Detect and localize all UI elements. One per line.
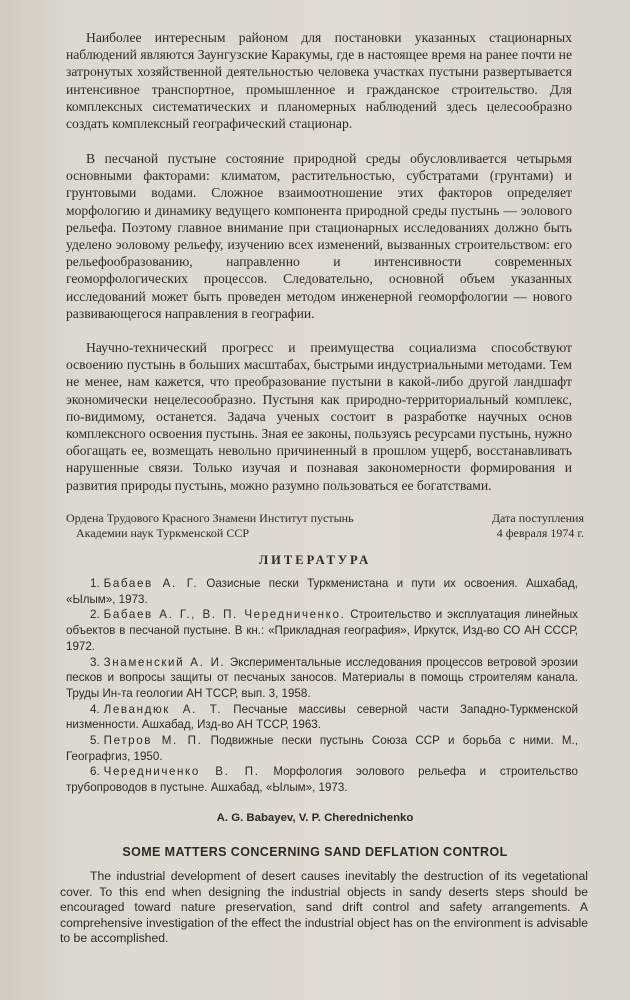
reference-number: 1. — [90, 577, 100, 590]
english-title: SOME MATTERS CONCERNING SAND DEFLATION CONTROL — [122, 845, 508, 859]
reference-text: Песчаные массивы северной части Западно-Туркменской низменности. Ашхабад, Изд-во АН ТССР, 1963. — [66, 702, 578, 732]
reference-number: 4. — [90, 702, 100, 716]
institution-line: Академии наук Туркменской ССР — [76, 525, 250, 540]
reference-author: Бабаев А. Г., В. П. Чередниченко. — [103, 608, 346, 622]
literature-heading: ЛИТЕРАТУРА — [258, 553, 372, 567]
english-authors: A. G. Babayev, V. P. Cherednichenko — [216, 812, 414, 824]
received-date — [444, 511, 584, 540]
reference-text: Экспериментальные исследования процессов ветровой эрозии песков и вопросы защиты от песчаных заносов. Материалы в помощь строителям канала. Труды Ин-та геологии АН ТССР, вып. 3, 1958. — [66, 655, 579, 700]
reference-list — [66, 576, 578, 796]
reference-author: Бабаев А. Г. — [103, 577, 199, 590]
institution-line: Ордена Трудового Красного Знамени Институт пустынь — [66, 511, 354, 525]
reference-item — [66, 576, 578, 607]
body-paragraph: Научно-технический прогресс и преимущества социализма способствуют освоению пустынь в больших масштабах, быстрыми индустриальными методами. Тем не менее, нам кажется, что преобразование пустыни в какой-либо другой ландшафт экономически нецелесообразно. Пустыня как природно-территориальный комплекс, по-видимому, останется. Задача ученых состоит в разработке научных основ комплексного освоения пустынь. Зная ее законы, пользуясь ресурсами пустынь, нужно обогащать ее, возмещать невольно причиненный в прошлом ущерб, восстанавливать нарушенные связи. Только изучая и познавая закономерности формирования и развития природы пустынь, можно разумно пользоваться ее богатствами. — [66, 340, 572, 493]
reference-author: Чередниченко В. П. — [103, 765, 260, 779]
reference-text: Морфология эолового рельефа и строительство трубопроводов в пустыне. Ашхабад, «Ылым», 1973. — [66, 765, 578, 795]
reference-text: Оазисные пески Туркменистана и пути их освоения. Ашхабад, «Ылым», 1973. — [66, 577, 578, 606]
english-abstract: The industrial development of desert causes inevitably the destruction of its vegetational cover. To this end when designing the industrial objects in sandy deserts steps should be encouraged toward nature preservation, sand drift control and safety arrangements. A comprehensive investigation of the effect the industrial object has on the environment is advisable to be accomplished. — [60, 869, 588, 946]
reference-item — [66, 655, 578, 702]
reference-item — [66, 733, 578, 764]
body-paragraph: В песчаной пустыне состояние природной среды обусловливается четырьмя основными факторами: климатом, растительностью, субстратами (грунтами) и грунтовыми водами. Сложное взаимоотношение этих факторов определяет морфологию и динамику ведущего компонента природной среды пустынь — эолового рельефа. Поэтому главное внимание при стационарных исследованиях должно быть уделено эоловому рельефу, изучению всех изменений, вызванных строительством: его рельефообразованию, направленно и интенсивности современных геоморфологических процессов. Следовательно, основной объем указанных исследований может быть проведен методом инженерной геоморфологии — нового развивающегося направления в географии. — [66, 151, 572, 321]
reference-text: Подвижные пески пустынь Союза ССР и борьба с ними. М., Географгиз, 1950. — [66, 734, 578, 763]
reference-item — [66, 702, 578, 733]
reference-number: 2. — [90, 608, 100, 622]
reference-number: 6. — [90, 765, 100, 779]
received-label: Дата поступления — [491, 511, 584, 525]
reference-item — [66, 764, 578, 795]
reference-author: Петров М. П. — [103, 734, 203, 748]
reference-item — [66, 607, 578, 654]
reference-number: 5. — [90, 734, 100, 748]
received-value: 4 февраля 1974 г. — [496, 525, 584, 540]
body-paragraph: Наиболее интересным районом для постановки указанных стационарных наблюдений являются Заунгузские Каракумы, где в настоящее время на ранее почти не затронутых хозяйственной деятельностью человека участках пустыни развертывается интенсивное транспортное, промышленное и гражданское строительство. Для комплексных систематических и планомерных наблюдений здесь целесообразно создать комплексный географический стационар. — [66, 30, 572, 132]
reference-number: 3. — [90, 655, 100, 669]
reference-text: Строительство и эксплуатация линейных объектов в песчаной пустыне. В кн.: «Прикладная география», Иркутск, Изд-во СО АН СССР, 1972. — [66, 608, 578, 653]
institution-affiliation — [66, 511, 396, 540]
reference-author: Знаменский А. И. — [103, 655, 226, 669]
reference-author: Левандюк А. Т. — [103, 702, 223, 716]
